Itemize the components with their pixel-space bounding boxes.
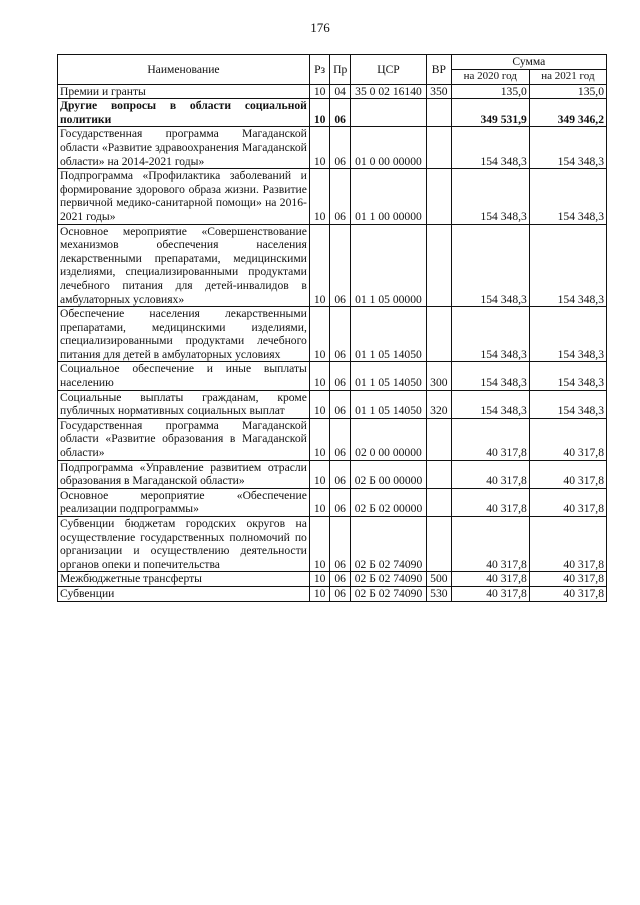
row-pr: 06	[330, 362, 351, 390]
row-name: Обеспечение населения лекарственными препаратами, медицинскими изделиями, специализированными продуктами лечебного питания для детей в амбулаторных условиях	[58, 307, 310, 362]
row-sum-2020: 40 317,8	[451, 517, 529, 572]
table-row	[58, 517, 607, 572]
row-name: Субвенции бюджетам городских округов на осуществление государственных полномочий по организации и осуществлению деятельности органов опеки и попечительства	[58, 517, 310, 572]
row-vr	[427, 99, 452, 127]
table-row	[58, 418, 607, 460]
row-csr	[350, 99, 426, 127]
row-sum-2021: 40 317,8	[529, 460, 606, 488]
row-rz: 10	[309, 572, 330, 587]
row-csr: 35 0 02 16140	[350, 84, 426, 99]
row-sum-2020: 40 317,8	[451, 488, 529, 516]
header-rz: Рз	[309, 55, 330, 85]
row-pr: 06	[330, 127, 351, 169]
row-pr: 06	[330, 390, 351, 418]
row-pr: 04	[330, 84, 351, 99]
row-name: Социальные выплаты гражданам, кроме публичных нормативных социальных выплат	[58, 390, 310, 418]
row-vr	[427, 224, 452, 307]
row-sum-2020: 40 317,8	[451, 418, 529, 460]
row-vr: 530	[427, 586, 452, 601]
row-csr: 01 0 00 00000	[350, 127, 426, 169]
row-vr: 300	[427, 362, 452, 390]
row-vr: 500	[427, 572, 452, 587]
row-sum-2020: 40 317,8	[451, 586, 529, 601]
row-sum-2020: 154 348,3	[451, 390, 529, 418]
row-sum-2021: 154 348,3	[529, 127, 606, 169]
row-name: Межбюджетные трансферты	[58, 572, 310, 587]
row-pr: 06	[330, 460, 351, 488]
row-rz: 10	[309, 362, 330, 390]
table-row	[58, 224, 607, 307]
row-sum-2021: 154 348,3	[529, 224, 606, 307]
row-vr	[427, 418, 452, 460]
row-pr: 06	[330, 307, 351, 362]
row-name: Премии и гранты	[58, 84, 310, 99]
row-name: Государственная программа Магаданской области «Развитие здравоохранения Магаданской области» на 2014-2021 годы»	[58, 127, 310, 169]
row-name: Субвенции	[58, 586, 310, 601]
row-name: Подпрограмма «Профилактика заболеваний и формирование здорового образа жизни. Развитие первичной медико-санитарной помощи» на 2016-2021 годы»	[58, 169, 310, 224]
row-pr: 06	[330, 572, 351, 587]
row-pr: 06	[330, 418, 351, 460]
row-rz: 10	[309, 307, 330, 362]
table-row	[58, 572, 607, 587]
row-sum-2021: 135,0	[529, 84, 606, 99]
row-sum-2020: 154 348,3	[451, 127, 529, 169]
table-row	[58, 362, 607, 390]
table-header	[58, 55, 607, 85]
table-body	[58, 84, 607, 601]
row-rz: 10	[309, 586, 330, 601]
row-name: Подпрограмма «Управление развитием отрасли образования в Магаданской области»	[58, 460, 310, 488]
table-row	[58, 488, 607, 516]
row-vr: 350	[427, 84, 452, 99]
header-vr: ВР	[427, 55, 452, 85]
row-csr: 02 0 00 00000	[350, 418, 426, 460]
row-sum-2020: 40 317,8	[451, 460, 529, 488]
table-row	[58, 99, 607, 127]
row-name: Социальное обеспечение и иные выплаты населению	[58, 362, 310, 390]
row-csr: 02 Б 02 74090	[350, 572, 426, 587]
row-sum-2021: 40 317,8	[529, 572, 606, 587]
row-rz: 10	[309, 99, 330, 127]
row-pr: 06	[330, 99, 351, 127]
header-year-2021: на 2021 год	[529, 70, 606, 85]
row-rz: 10	[309, 390, 330, 418]
table-row	[58, 307, 607, 362]
header-pr: Пр	[330, 55, 351, 85]
row-pr: 06	[330, 169, 351, 224]
row-pr: 06	[330, 517, 351, 572]
header-year-2020: на 2020 год	[451, 70, 529, 85]
page-number: 176	[310, 20, 330, 35]
budget-table	[57, 54, 607, 602]
row-csr: 02 Б 02 00000	[350, 488, 426, 516]
row-sum-2021: 154 348,3	[529, 307, 606, 362]
table-row	[58, 390, 607, 418]
row-rz: 10	[309, 224, 330, 307]
row-sum-2021: 40 317,8	[529, 586, 606, 601]
row-rz: 10	[309, 169, 330, 224]
row-sum-2020: 154 348,3	[451, 169, 529, 224]
table-row	[58, 84, 607, 99]
header-sum: Сумма	[451, 55, 606, 70]
row-vr: 320	[427, 390, 452, 418]
row-sum-2020: 154 348,3	[451, 307, 529, 362]
row-sum-2020: 40 317,8	[451, 572, 529, 587]
row-sum-2020: 154 348,3	[451, 362, 529, 390]
row-rz: 10	[309, 84, 330, 99]
row-csr: 02 Б 02 74090	[350, 517, 426, 572]
table-row	[58, 460, 607, 488]
row-sum-2021: 154 348,3	[529, 362, 606, 390]
row-sum-2020: 349 531,9	[451, 99, 529, 127]
row-csr: 01 1 05 14050	[350, 307, 426, 362]
row-csr: 02 Б 02 74090	[350, 586, 426, 601]
row-name: Государственная программа Магаданской области «Развитие образования в Магаданской области»	[58, 418, 310, 460]
row-rz: 10	[309, 127, 330, 169]
row-vr	[427, 127, 452, 169]
row-pr: 06	[330, 224, 351, 307]
row-sum-2021: 154 348,3	[529, 169, 606, 224]
row-sum-2021: 40 317,8	[529, 488, 606, 516]
row-sum-2020: 135,0	[451, 84, 529, 99]
row-vr	[427, 460, 452, 488]
table-row	[58, 586, 607, 601]
row-rz: 10	[309, 418, 330, 460]
row-sum-2021: 40 317,8	[529, 418, 606, 460]
row-rz: 10	[309, 488, 330, 516]
row-rz: 10	[309, 460, 330, 488]
row-csr: 01 1 00 00000	[350, 169, 426, 224]
row-name: Основное мероприятие «Совершенствование механизмов обеспечения населения лекарственными препаратами, медицинскими изделиями, специализированными продуктами лечебного питания для детей-инвалидов в амбулаторных условиях»	[58, 224, 310, 307]
header-name: Наименование	[58, 55, 310, 85]
row-csr: 01 1 05 14050	[350, 390, 426, 418]
table-row	[58, 127, 607, 169]
row-vr	[427, 307, 452, 362]
row-sum-2020: 154 348,3	[451, 224, 529, 307]
row-csr: 02 Б 00 00000	[350, 460, 426, 488]
row-vr	[427, 517, 452, 572]
row-pr: 06	[330, 488, 351, 516]
row-vr	[427, 488, 452, 516]
header-csr: ЦСР	[350, 55, 426, 85]
row-vr	[427, 169, 452, 224]
row-sum-2021: 40 317,8	[529, 517, 606, 572]
row-csr: 01 1 05 14050	[350, 362, 426, 390]
row-name: Другие вопросы в области социальной политики	[58, 99, 310, 127]
row-sum-2021: 154 348,3	[529, 390, 606, 418]
row-sum-2021: 349 346,2	[529, 99, 606, 127]
row-rz: 10	[309, 517, 330, 572]
row-pr: 06	[330, 586, 351, 601]
row-name: Основное мероприятие «Обеспечение реализации подпрограммы»	[58, 488, 310, 516]
table-row	[58, 169, 607, 224]
row-csr: 01 1 05 00000	[350, 224, 426, 307]
